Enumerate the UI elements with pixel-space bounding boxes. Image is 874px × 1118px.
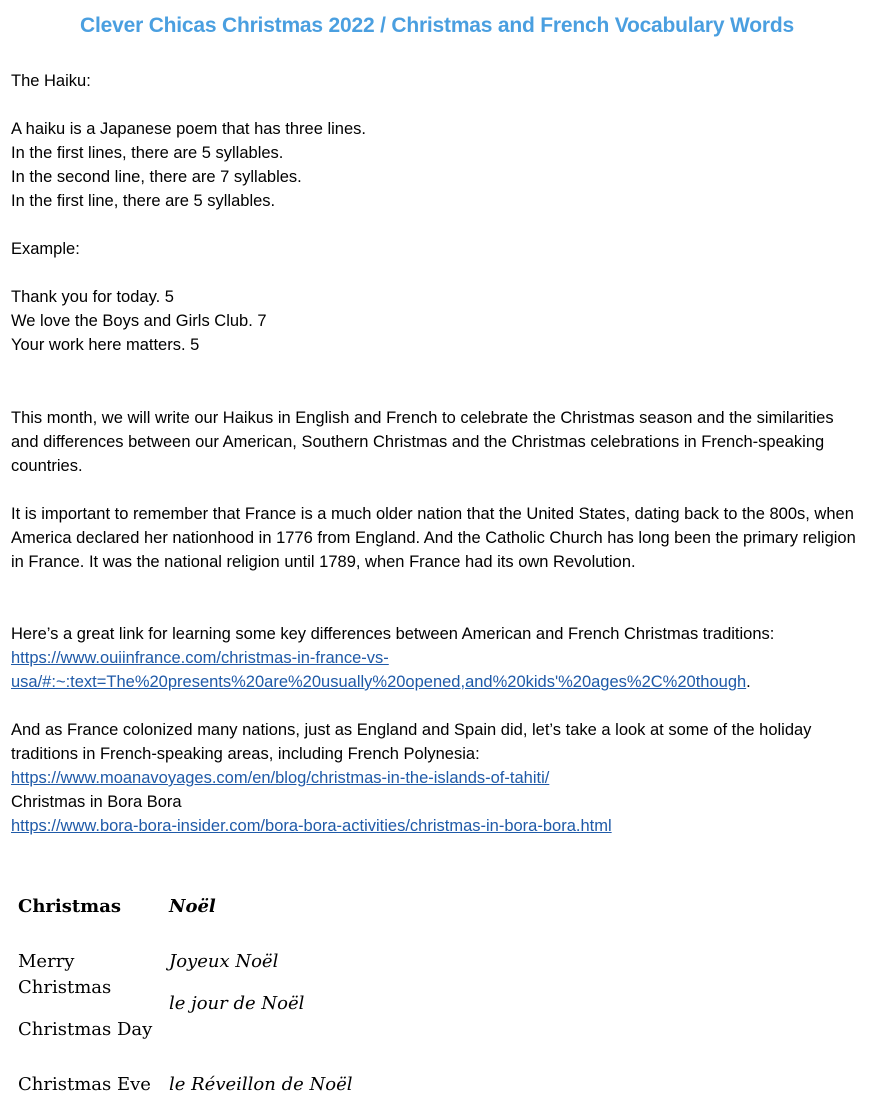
haiku-rules xyxy=(11,117,856,213)
page-title: Clever Chicas Christmas 2022 / Christmas and French Vocabulary Words xyxy=(80,14,794,37)
intro-paragraph: This month, we will write our Haikus in English and French to celebrate the Christmas season and the similarities and differences between our American, Southern Christmas and the Christmas celebrations in French-speaking countries. xyxy=(11,409,834,475)
vocab-header-english: Christmas xyxy=(18,896,122,917)
history-paragraph: It is important to remember that France is a much older nation that the United States, dating back to the 800s, when America declared her nationhood in 1776 from England. And the Catholic Church has long been the primary religion in France. It was the national religion until 1789, when France had its own Revolution. xyxy=(11,505,856,571)
vocab-merry-line-1: Merry xyxy=(18,951,75,972)
haiku-rule-line: In the first line, there are 5 syllables. xyxy=(11,192,276,210)
link-period: . xyxy=(746,673,751,691)
link-section xyxy=(11,622,856,694)
example-heading: Example: xyxy=(11,240,80,258)
ouiinfrance-link-line-1[interactable]: https://www.ouiinfrance.com/christmas-in-france-vs- xyxy=(11,649,389,667)
vocab-day-french: le jour de Noël xyxy=(169,993,305,1014)
vocab-eve-french: le Réveillon de Noël xyxy=(169,1074,353,1095)
vocab-merry-french: Joyeux Noël xyxy=(169,951,279,972)
haiku-heading: The Haiku: xyxy=(11,72,91,90)
example-haiku xyxy=(11,285,856,357)
ouiinfrance-link-line-2[interactable]: usa/#:~:text=The%20presents%20are%20usually%20opened,and%20kids'%20ages%2C%20though xyxy=(11,673,747,691)
polynesia-section xyxy=(11,718,856,838)
example-line: Thank you for today. 5 xyxy=(11,288,174,306)
bora-bora-label: Christmas in Bora Bora xyxy=(11,793,182,811)
link-intro-text: Here’s a great link for learning some key differences between American and French Christmas traditions: xyxy=(11,625,775,643)
vocab-merry-line-2: Christmas xyxy=(18,977,112,998)
bora-bora-insider-link[interactable]: https://www.bora-bora-insider.com/bora-bora-activities/christmas-in-bora-bora.html xyxy=(11,817,612,835)
vocab-day-english: Christmas Day xyxy=(18,1019,153,1040)
colonized-paragraph: And as France colonized many nations, just as England and Spain did, let’s take a look at some of the holiday traditions in French-speaking areas, including French Polynesia: xyxy=(11,721,812,763)
vocab-header-french: Noël xyxy=(169,896,216,917)
moanavoyages-link[interactable]: https://www.moanavoyages.com/en/blog/christmas-in-the-islands-of-tahiti/ xyxy=(11,769,550,787)
haiku-rule-line: In the second line, there are 7 syllables. xyxy=(11,168,302,186)
haiku-rule-line: A haiku is a Japanese poem that has three lines. xyxy=(11,120,366,138)
vocab-eve-english: Christmas Eve xyxy=(18,1074,151,1095)
example-line: We love the Boys and Girls Club. 7 xyxy=(11,312,267,330)
example-line: Your work here matters. 5 xyxy=(11,336,200,354)
haiku-rule-line: In the first lines, there are 5 syllables. xyxy=(11,144,284,162)
